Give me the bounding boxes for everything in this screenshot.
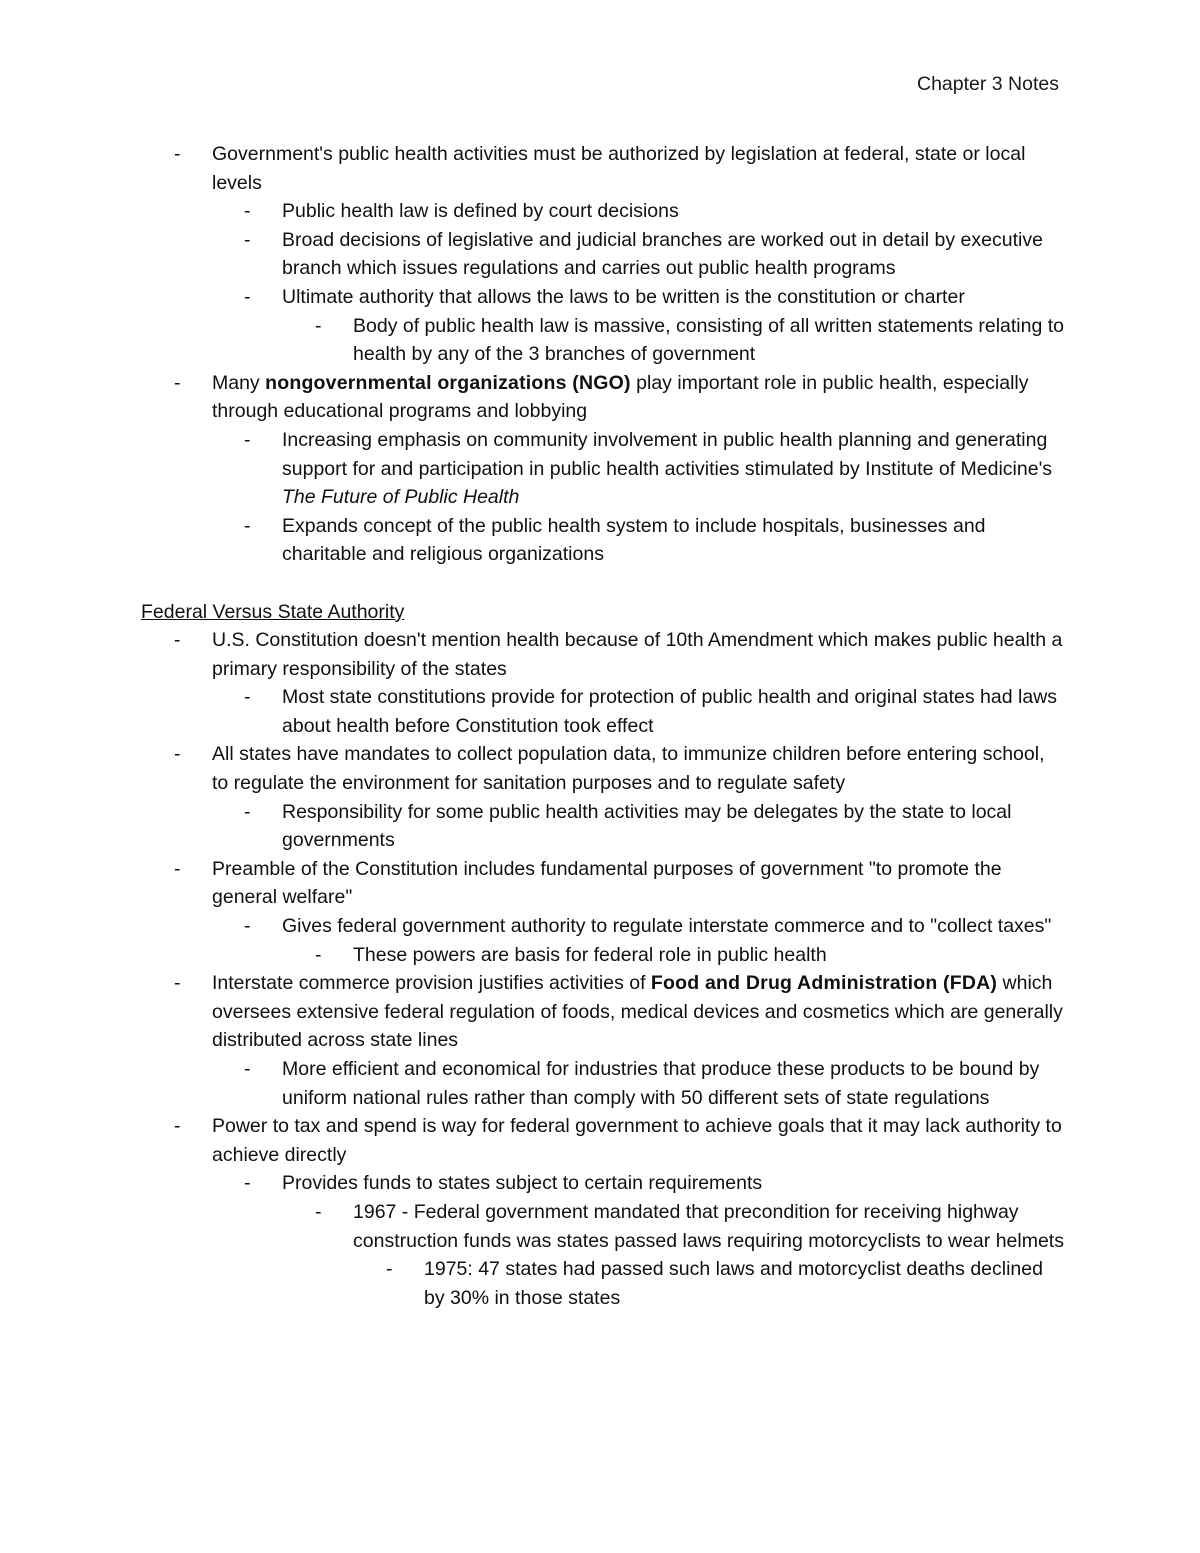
sub-bullet-court-decisions [141, 197, 1066, 226]
sub-bullet-funds-to-states [141, 1169, 1066, 1198]
bullet-text: U.S. Constitution doesn't mention health because of 10th Amendment which makes public health a primary responsibility of the states [212, 629, 1063, 680]
bullet-text-pre: Increasing emphasis on community involvement in public health planning and generating support for and participation in public health activities stimulated by Institute of Medicine's [282, 428, 1053, 480]
bullet-dash: - [244, 1172, 251, 1195]
bullet-text: Government's public health activities must be authorized by legislation at federal, state or local levels [212, 143, 1026, 194]
bullet-dash: - [244, 1058, 251, 1080]
bullet-authorization [141, 140, 1066, 197]
bullet-dash: - [244, 228, 251, 251]
bullet-us-constitution [141, 626, 1066, 683]
sub-bullet-expands-concept [141, 512, 1066, 569]
bullet-text: Preamble of the Constitution includes fundamental purposes of government "to promote the general welfare" [212, 857, 1002, 909]
bullet-text: Public health law is defined by court decisions [282, 200, 679, 223]
sub-bullet-ultimate-authority [141, 283, 1066, 312]
bullet-text-post: which oversees extensive federal regulation of foods, medical devices and cosmetics which are generally distributed across state lines [212, 972, 1063, 1052]
sub-sub-bullet-federal-role [141, 941, 1066, 970]
bullet-text: Most state constitutions provide for protection of public health and original states had laws about health before Constitution took effect [282, 686, 1058, 737]
bullet-dash: - [244, 200, 251, 223]
sub-bullet-delegation [141, 798, 1066, 855]
sub-bullet-interstate-commerce [141, 912, 1066, 941]
bullet-dash: - [174, 371, 181, 394]
bullet-dash: - [174, 743, 181, 766]
bullet-dash: - [315, 1200, 322, 1223]
bullet-text: Expands concept of the public health system to include hospitals, businesses and charitable and religious organizations [282, 514, 986, 566]
bullet-text: Power to tax and spend is way for federal government to achieve goals that it may lack authority to achieve directly [212, 1115, 1062, 1166]
bullet-dash: - [315, 943, 322, 966]
bullet-dash: - [174, 972, 181, 995]
sub-bullet-executive-branch [141, 226, 1066, 283]
bullet-dash: - [174, 143, 181, 165]
bullet-text-pre: Interstate commerce provision justifies activities of [212, 972, 651, 995]
sub-sub-sub-bullet-1975-results [141, 1255, 1066, 1312]
sub-bullet-uniform-rules [141, 1055, 1066, 1112]
bullet-dash: - [174, 1115, 181, 1138]
bullet-text: More efficient and economical for industries that produce these products to be bound by uniform national rules rather than comply with 50 different sets of state regulations [282, 1058, 1040, 1109]
bullet-dash: - [244, 285, 251, 308]
bullet-dash: - [244, 800, 251, 823]
bullet-text: Responsibility for some public health activities may be delegates by the state to local governments [282, 800, 1012, 852]
bullet-text: 1967 - Federal government mandated that precondition for receiving highway construction funds was states passed laws requiring motorcyclists to wear helmets [353, 1200, 1064, 1252]
sub-bullet-community-involvement [141, 426, 1066, 512]
bullet-dash: - [386, 1258, 393, 1281]
bullet-text: Provides funds to states subject to certain requirements [282, 1172, 763, 1195]
fda-term: Food and Drug Administration (FDA) [650, 972, 998, 995]
bullet-fda [141, 969, 1066, 1055]
bullet-text: Ultimate authority that allows the laws to be written is the constitution or charter [282, 285, 965, 308]
bullet-text-post: play important role in public health, especially through educational programs and lobbying [212, 371, 1029, 423]
bullet-text-pre: Many [212, 371, 266, 394]
bullet-dash: - [244, 915, 251, 938]
bullet-tax-and-spend [141, 1112, 1066, 1169]
bullet-dash: - [244, 686, 251, 709]
bullet-dash: - [174, 857, 181, 880]
notes-body [141, 140, 1066, 1312]
bullet-dash: - [244, 428, 251, 451]
sub-bullet-state-constitutions [141, 683, 1066, 740]
section-heading-federal-vs-state: Federal Versus State Authority [141, 600, 405, 623]
bullet-preamble [141, 855, 1066, 912]
bullet-dash: - [315, 314, 322, 337]
bullet-dash: - [174, 629, 181, 652]
page-header-title: Chapter 3 Notes [917, 73, 1059, 95]
blank-line [141, 569, 1066, 598]
bullet-text: 1975: 47 states had passed such laws and motorcyclist deaths declined by 30% in those states [424, 1258, 1043, 1309]
bullet-dash: - [244, 514, 251, 537]
ngo-term: nongovernmental organizations (NGO) [265, 371, 631, 394]
book-title: The Future of Public Health [282, 486, 520, 509]
bullet-ngo [141, 369, 1066, 426]
bullet-text: All states have mandates to collect population data, to immunize children before entering school, to regulate the environment for sanitation purposes and to regulate safety [212, 743, 1045, 795]
sub-sub-bullet-1967-helmets [141, 1198, 1066, 1255]
bullet-text: These powers are basis for federal role in public health [353, 943, 827, 966]
bullet-text: Broad decisions of legislative and judicial branches are worked out in detail by executive branch which issues regulations and carries out public health programs [282, 228, 1043, 280]
bullet-text: Gives federal government authority to regulate interstate commerce and to "collect taxes" [282, 915, 1052, 938]
bullet-text: Body of public health law is massive, consisting of all written statements relating to health by any of the 3 branches of government [353, 314, 1065, 366]
sub-sub-bullet-body-of-law [141, 312, 1066, 369]
bullet-state-mandates [141, 740, 1066, 797]
